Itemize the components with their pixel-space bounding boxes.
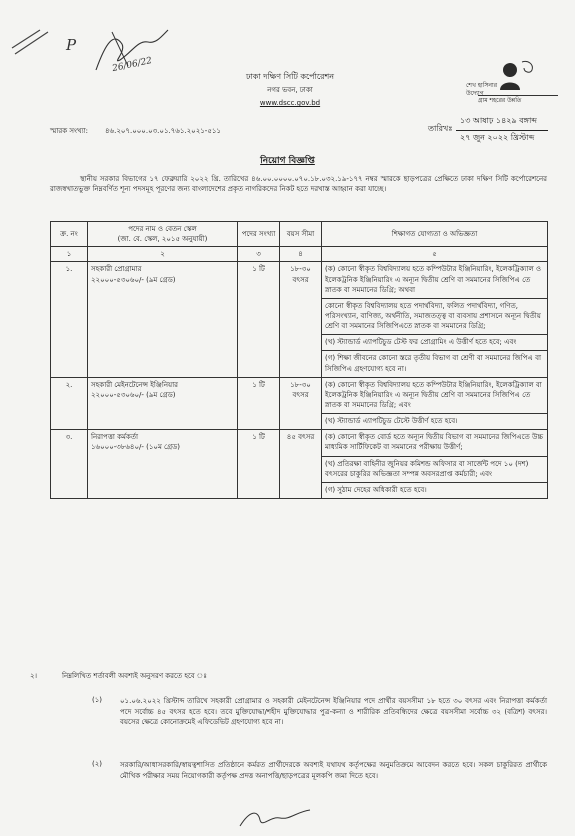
date-divider — [456, 130, 548, 131]
post-scale: ২২০০০-৫৩০৬০/- (৯ম গ্রেড) — [91, 390, 176, 399]
row-serial: ২. — [51, 377, 88, 430]
column-number: ৪ — [280, 247, 322, 262]
table-header-row — [51, 222, 548, 247]
header-post — [88, 222, 238, 247]
row-count: ১ টি — [238, 377, 280, 430]
header-serial: ক্র. নং — [51, 222, 88, 247]
conditions-number: ২। — [30, 672, 38, 680]
handwritten-date: 26/06/22 — [111, 55, 154, 75]
vacancy-table — [50, 221, 548, 499]
header-qualification: শিক্ষাগত যোগ্যতা ও অভিজ্ঞতা — [322, 222, 548, 247]
row-requirements — [322, 262, 548, 377]
row-serial: ১. — [51, 262, 88, 377]
row-post — [88, 377, 238, 430]
requirement-item: (গ) সুঠাম দেহের অধিকারী হতে হবে। — [325, 485, 427, 494]
post-scale: ২২০০০-৫৩০৬০/- (৯ম গ্রেড) — [91, 275, 176, 284]
row-requirements — [322, 430, 548, 499]
condition-number: (২) — [92, 760, 103, 768]
handwritten-scribble — [10, 18, 70, 58]
requirement-item: (খ) স্ট্যান্ডার্ড এ্যাপটিচুড টেস্টে উত্তীর্ণ হতে হবে। — [325, 417, 458, 426]
date-gregorian: ২৭ জুন ২০২২ খ্রিস্টাব্দ — [460, 133, 535, 142]
condition-number: (১) — [92, 696, 103, 704]
org-address: নগর ভবন, ঢাকা — [267, 86, 313, 94]
row-post — [88, 430, 238, 499]
table-row — [51, 262, 548, 377]
column-number: ১ — [51, 247, 88, 262]
date-label: তারিখঃ — [428, 124, 453, 133]
header-age: বয়স সীমা — [280, 222, 322, 247]
handwritten-signature-top — [92, 22, 172, 82]
row-serial: ৩. — [51, 430, 88, 499]
requirement-item: (গ) শিক্ষা জীবনের কোনো স্তরে তৃতীয় বিভাগ বা শ্রেণী বা সমমানের জিপিএ বা সিজিপিএ গ্রহণযোগ্য হবে না। — [325, 354, 542, 373]
table-row — [51, 430, 548, 499]
row-age: ৪৫ বৎসর — [280, 430, 322, 499]
header-post-title: পদের নাম ও বেতন স্কেল — [128, 225, 197, 233]
conditions-heading: নিম্নলিখিত শর্তাবলী অবশ্যই অনুসরণ করতে হবে ঃ — [62, 672, 207, 680]
org-website: www.dscc.gov.bd — [259, 99, 321, 107]
requirement-item: (খ) প্রতিরক্ষা বাহিনীর জুনিয়র কমিশন্ড অফিসার বা সার্জেন্ট পদে ১০ (দশ) বৎসরের চাকুরির অভিজ্ঞতা সম্পন্ন অবসরপ্রাপ্ত কর্মচারী; এবং — [322, 457, 547, 483]
header-count: পদের সংখ্যা — [238, 222, 280, 247]
column-number: ৩ — [238, 247, 280, 262]
row-post — [88, 262, 238, 377]
row-age: ১৮-৩০ বৎসর — [280, 377, 322, 430]
notice-title: নিয়োগ বিজ্ঞপ্তি — [260, 156, 315, 166]
memo-label: স্মারক সংখ্যা: — [50, 127, 88, 135]
date-bangla: ১৩ আষাঢ় ১৪২৯ বঙ্গাব্দ — [460, 116, 537, 125]
requirement-item: (ক) কোনো স্বীকৃত বিশ্ববিদ্যালয় হতে কম্পিউটার ইঞ্জিনিয়ারিং, ইলেকট্রিক্যাল বা ইলেকট্রনিক ইঞ্জিনিয়ারিং এ অন্যূন দ্বিতীয় শ্রেণি বা সমমানের সিজিপিএ তে স্নাতক বা সমমানের ডিগ্রি; এবং — [322, 378, 547, 414]
condition-text: ০১.০৬.২০২২ খ্রিস্টাব্দ তারিখে সহকারী প্রোগ্রামার ও সহকারী মেইনটেনেন্স ইঞ্জিনিয়ার পদে প্রার্থীর বয়সসীমা ১৮ হতে ৩০ বৎসর এবং নিরাপত্তা কর্মকর্তা পদে সর্বোচ্চ ৪৫ বৎসর হতে হবে। তবে মুক্তিযোদ্ধা/শহীদ মুক্তিযোদ্ধার পুত্র-কন্যা ও শারীরিক প্রতিবন্ধিদের ক্ষেত্রে বয়সসীমা সর্বোচ্চ ৩২ (বত্রিশ) বৎসর। বয়সের ক্ষেত্রে কোনোক্রমেই এফিডেভিট গ্রহণযোগ্য হবে না। — [120, 697, 547, 726]
column-number: ২ — [88, 247, 238, 262]
condition-text: সরকারি/আধাসরকারি/স্বায়ত্বশাসিত প্রতিষ্ঠানে কর্মরত প্রার্থীদেরকে অবশ্যই যথাযথ কর্তৃপক্ষের অনুমতিক্রমে আবেদন করতে হবে। সকল চাকুরিরত প্রার্থীকে মৌখিক পরীক্ষার সময় নিয়োগকারী কর্তৃপক্ষ প্রদত্ত অনাপত্তি/ছাড়পত্রের মূলকপি জমা দিতে হবে। — [120, 761, 547, 780]
header-post-scale: (জা. বে. স্কেল, ২০১৫ অনুযায়ী) — [117, 235, 208, 244]
requirement-item: (ক) কোনো স্বীকৃত বিশ্ববিদ্যালয় হতে কম্পিউটার ইঞ্জিনিয়ারিং, ইলেকট্রিক্যাল ও ইলেকট্রনিক ইঞ্জিনিয়ারিং এ অন্যূন দ্বিতীয় শ্রেণি বা সমমানের সিজিপিএ তে স্নাতক বা সমমানের ডিগ্রি; অথবা — [322, 262, 547, 298]
row-count: ১ টি — [238, 430, 280, 499]
table-row — [51, 377, 548, 430]
slogan-bottom: গ্রাম শহরের উন্নতি — [478, 95, 558, 105]
row-count: ১ টি — [238, 262, 280, 377]
handwritten-mark: P — [66, 36, 77, 54]
handwritten-signature-bottom — [236, 806, 316, 832]
post-scale: ১৬০০০-৩৮৬৪০/- (১০ম গ্রেড) — [91, 443, 181, 452]
post-name: সহকারী মেইনটেনেন্স ইঞ্জিনিয়ার — [91, 380, 179, 389]
requirement-item: (ক) কোনো স্বীকৃত বোর্ড হতে অন্যূন দ্বিতীয় বিভাগ বা সমমানের জিপিএতে উচ্চ মাধ্যমিক সার্টিফিকেট বা সমমানের পরীক্ষায় উত্তীর্ণ; — [322, 430, 547, 456]
intro-paragraph: স্থানীয় সরকার বিভাগের ১৭ ফেব্রুয়ারি ২০২২ খ্রি. তারিখের ৪৬.০০.০০০০.০৭০.১৮.০৩২.১৯-১৭৭ নম্বর স্মারকে ছাড়পত্রের প্রেক্ষিতে ঢাকা দক্ষিণ সিটি কর্পোরেশনের রাজস্বখাতভুক্ত নিম্নবর্ণিত শূন্য পদসমূহ পূরণের জন্য বাংলাদেশের প্রকৃত নাগরিকদের নিকট হতে দরখাস্ত আহ্বান করা যাচ্ছে। — [50, 175, 547, 194]
row-requirements — [322, 377, 548, 430]
column-number: ৫ — [322, 247, 548, 262]
column-number-row — [51, 247, 548, 262]
slogan-top: শেখ হাসিনার উদ্যোগ — [466, 82, 498, 97]
row-age: ১৮-৩০ বৎসর — [280, 262, 322, 377]
requirement-item: (খ) স্ট্যান্ডার্ড এ্যাপটিচুড টেস্ট ফর প্রোগ্রামিং এ উত্তীর্ণ হতে হবে; এবং — [322, 335, 547, 351]
post-name: সহকারী প্রোগ্রামার — [91, 265, 142, 274]
requirement-item: কোনো স্বীকৃত বিশ্ববিদ্যালয় হতে পদার্থবিদ্যা, ফলিত পদার্থবিদ্যা, গণিত, পরিসংখ্যান, বাণিজ্য, অর্থনীতি, সমাজতত্ত্ব বা ব্যবসায় প্রশাসনে অন্যূন দ্বিতীয় শ্রেণি বা সমমানের সিজিপিএতে স্নাতক বা সমমানের ডিগ্রি; — [322, 299, 547, 335]
post-name: নিরাপত্তা কর্মকর্তা — [91, 433, 139, 442]
org-name: ঢাকা দক্ষিণ সিটি কর্পোরেশন — [245, 72, 335, 81]
memo-number: ৪৬.২০৭.০০০.০৩.০১.৭৬১.২০২১-৫১১ — [105, 127, 221, 135]
